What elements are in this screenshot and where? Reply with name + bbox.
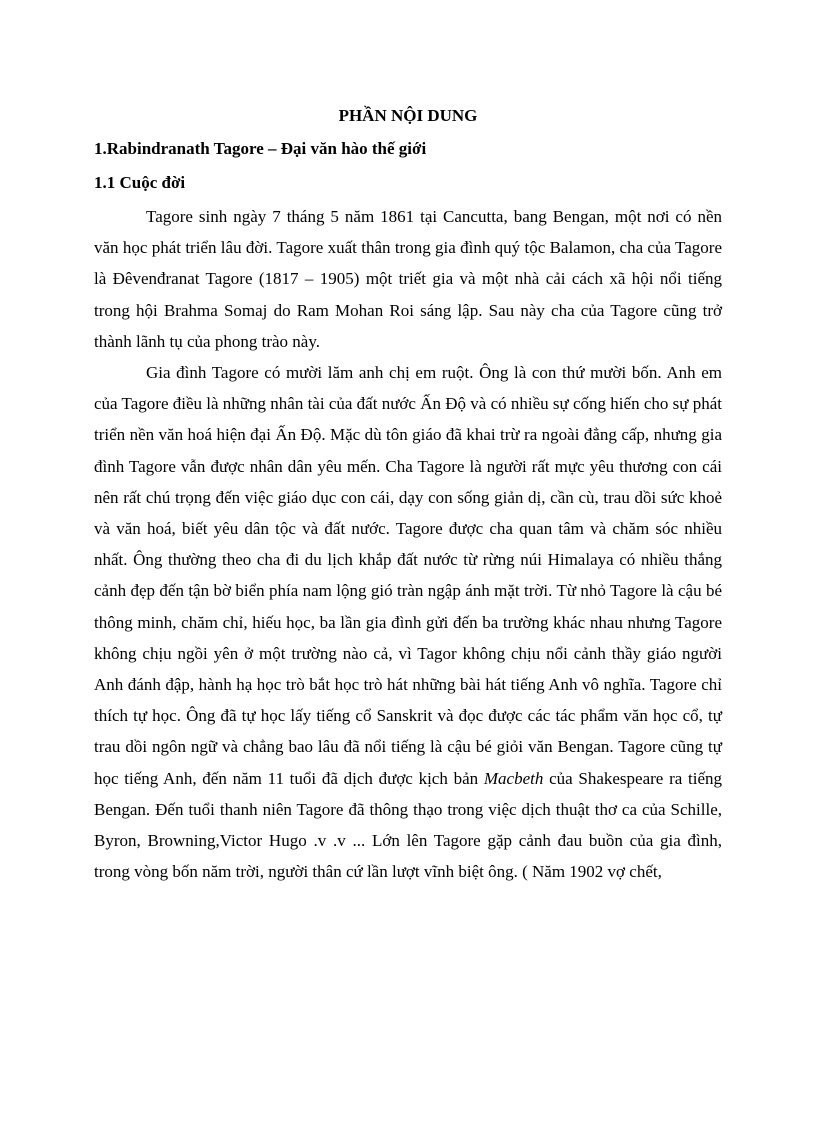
document-page — [94, 100, 722, 887]
page-title: PHẦN NỘI DUNG — [338, 106, 478, 125]
section-heading: 1.Rabindranath Tagore – Đại văn hào thế giới — [94, 139, 427, 158]
paragraph-1: Tagore sinh ngày 7 tháng 5 năm 1861 tại Cancutta, bang Bengan, một nơi có nền văn học phát triển lâu đời. Tagore xuất thân trong gia đình quý tộc Balamon, cha của Tagore là Đêvenđranat Tagore (1817 – 1905) một triết gia và một nhà cải cách xã hội nổi tiếng trong hội Brahma Somaj do Ram Mohan Roi sáng lập. Sau này cha của Tagore cũng trở thành lãnh tụ của phong trào này. — [94, 207, 722, 351]
paragraph-2 — [94, 357, 722, 887]
macbeth-title: Macbeth — [483, 768, 544, 788]
paragraph-2-text-start: Gia đình Tagore có mười lăm anh chị em ruột. Ông là con thứ mười bốn. Anh em của Tagore điều là những nhân tài của đất nước Ấn Độ và có nhiều sự cống hiến cho sự phát triển nền văn hoá hiện đại Ấn Độ. Mặc dù tôn giáo đã khai trừ ra ngoài đẳng cấp, nhưng gia đình Tagore vẫn được nhân dân yêu mến. Cha Tagore là người rất mực yêu thương con cái nên rất chú trọng đến việc giáo dục con cái, dạy con sống giản dị, cần cù, trau dồi sức khoẻ và văn hoá, biết yêu dân tộc và đất nước. Tagore được cha quan tâm và chăm sóc nhiều nhất. Ông thường theo cha đi du lịch khắp đất nước từ rừng núi Himalaya có nhiều thắng cảnh đẹp đến tận bờ biển phía nam lộng gió tràn ngập ánh mặt trời. Từ nhỏ Tagore là cậu bé thông minh, chăm chỉ, hiếu học, ba lần gia đình gửi đến ba trường khác nhau nhưng Tagore không chịu ngồi yên ở một trường nào cả, vì Tagor không chịu nổi cảnh thầy giáo người Anh đánh đập, hành hạ học trò bắt học trò hát những bài hát tiếng Anh vô nghĩa. Tagore chỉ thích tự học. Ông đã tự học lấy tiếng cổ Sanskrit và đọc được các tác phẩm văn học cổ, tự trau dồi ngôn ngữ và chẳng bao lâu đã nổi tiếng là cậu bé giỏi văn Bengan. Tagore cũng tự học tiếng Anh, đến năm 11 tuổi đã dịch được kịch bản — [94, 363, 722, 788]
subsection-heading: 1.1 Cuộc đời — [94, 173, 186, 192]
paragraph-2-text-end: của Shakespeare ra tiếng Bengan. Đến tuổi thanh niên Tagore đã thông thạo trong việc dịch thuật thơ ca của Schille, Byron, Browning,Victor Hugo .v .v ... Lớn lên Tagore gặp cảnh đau buồn của gia đình, trong vòng bốn năm trời, người thân cứ lần lượt vĩnh biệt ông. ( Năm 1902 vợ chết, — [94, 768, 722, 882]
